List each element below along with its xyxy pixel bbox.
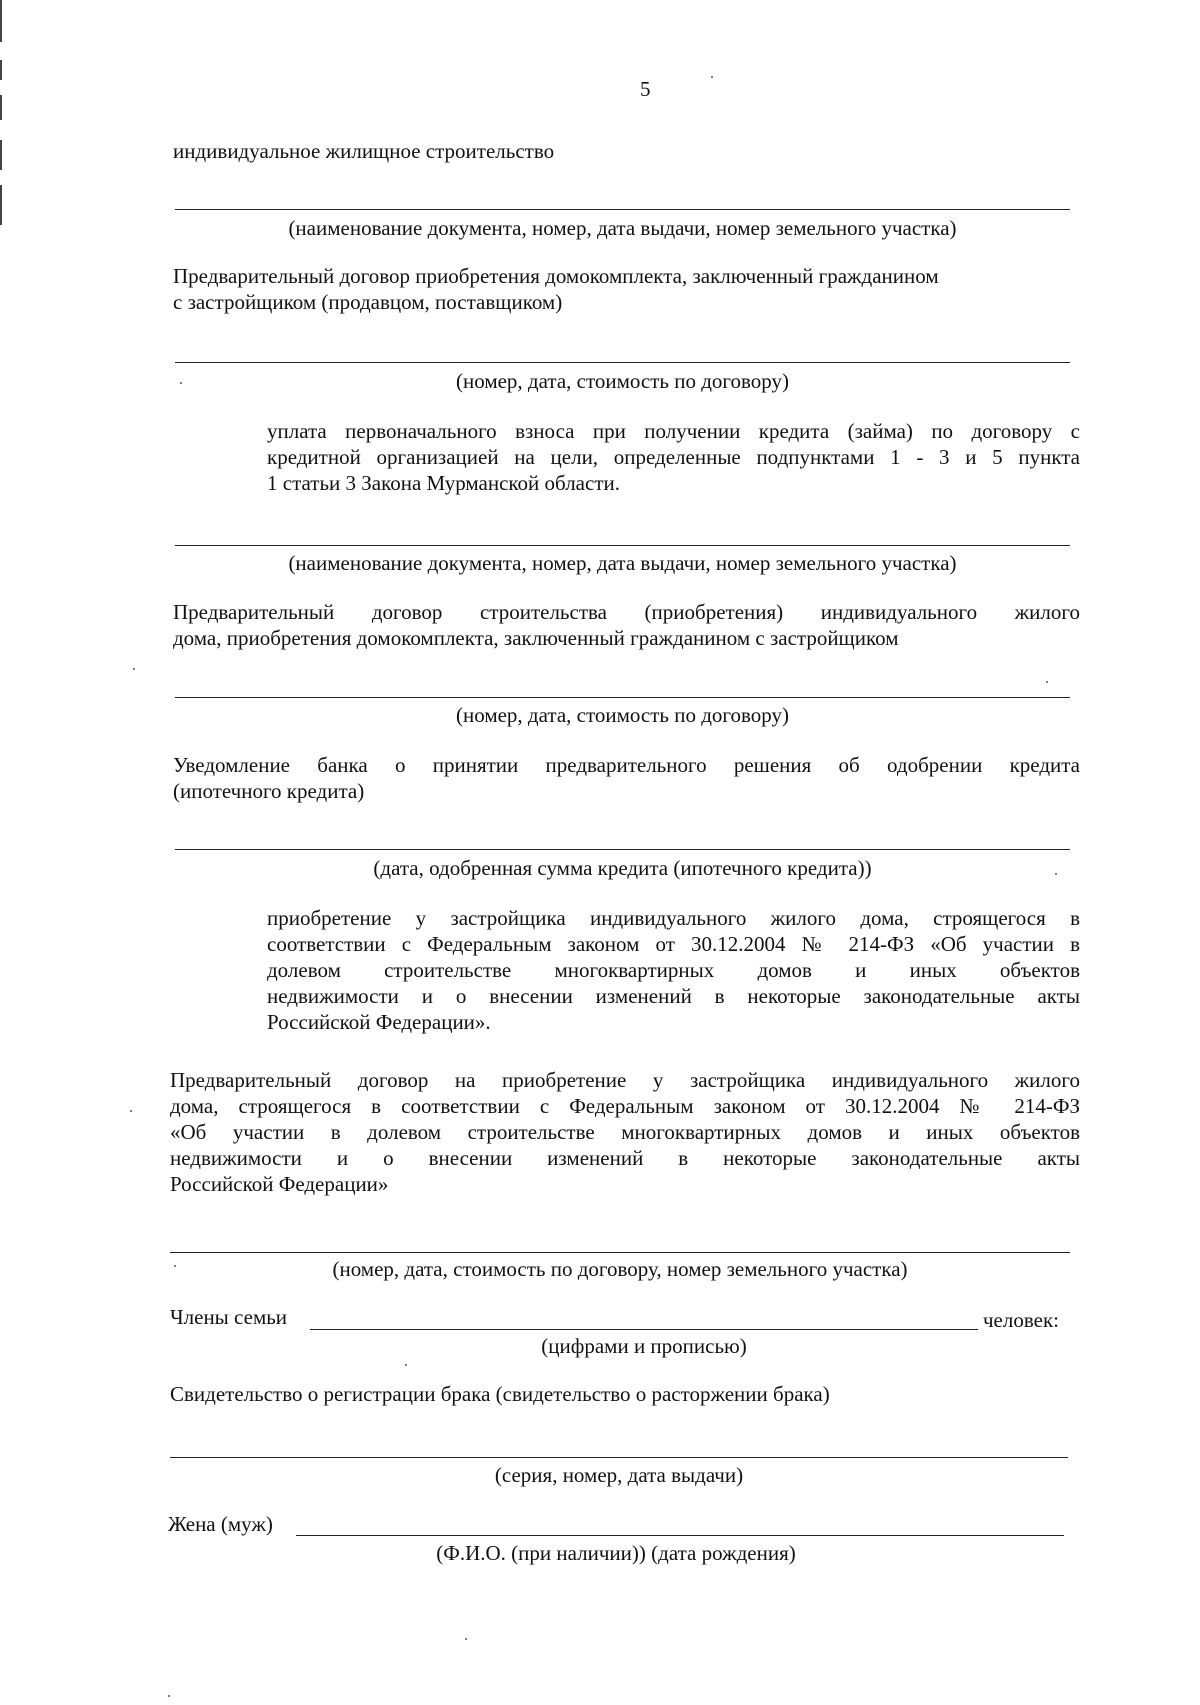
caption-document-2: (наименование документа, номер, дата выдачи, номер земельного участка) bbox=[288, 551, 957, 575]
caption-contract-3: (номер, дата, стоимость по договору, номер земельного участка) bbox=[332, 1257, 908, 1281]
spouse-label: Жена (муж) bbox=[168, 1512, 273, 1536]
scan-dust bbox=[465, 1638, 467, 1640]
paragraph-line: недвижимости и о внесении изменений в некоторые законодательные акты bbox=[170, 1146, 1080, 1170]
spouse-field[interactable] bbox=[296, 1535, 1064, 1536]
fill-line bbox=[175, 209, 1070, 210]
paragraph-block-4 bbox=[173, 752, 1080, 804]
fill-line bbox=[175, 545, 1070, 546]
fill-line bbox=[175, 697, 1070, 698]
fill-line bbox=[175, 849, 1070, 850]
paragraph-line: Предварительный договор строительства (приобретения) индивидуального жилого bbox=[173, 600, 1080, 624]
paragraph-line: Предварительный договор приобретения домокомплекта, заключенный гражданином bbox=[173, 264, 939, 288]
scan-dust bbox=[168, 1695, 170, 1697]
caption-contract-2: (номер, дата, стоимость по договору) bbox=[455, 703, 789, 727]
marriage-label: Свидетельство о регистрации брака (свидетельство о расторжении брака) bbox=[170, 1382, 830, 1406]
paragraph-line: долевом строительстве многоквартирных домов и иных объектов bbox=[267, 958, 1080, 982]
paragraph-line: дома, приобретения домокомплекта, заключенный гражданином с застройщиком bbox=[173, 626, 899, 650]
caption-family: (цифрами и прописью) bbox=[541, 1334, 747, 1358]
scan-dust bbox=[1055, 873, 1057, 875]
marriage-field[interactable] bbox=[170, 1457, 1068, 1458]
paragraph-block-1 bbox=[173, 263, 939, 315]
caption-spouse: (Ф.И.О. (при наличии)) (дата рождения) bbox=[436, 1541, 796, 1565]
scan-edge-mark bbox=[0, 185, 2, 225]
paragraph-line: «Об участии в долевом строительстве многоквартирных домов и иных объектов bbox=[170, 1120, 1080, 1144]
paragraph-line: кредитной организацией на цели, определенные подпунктами 1 - 3 и 5 пункта bbox=[267, 445, 1080, 469]
scan-dust bbox=[180, 382, 182, 384]
scan-dust bbox=[130, 1110, 132, 1112]
caption-credit: (дата, одобренная сумма кредита (ипотечного кредита)) bbox=[373, 856, 872, 880]
caption-marriage: (серия, номер, дата выдачи) bbox=[494, 1463, 744, 1487]
heading-line: индивидуальное жилищное строительство bbox=[173, 139, 555, 163]
family-count-field[interactable] bbox=[310, 1329, 978, 1330]
scan-dust bbox=[711, 76, 713, 78]
family-label: Члены семьи bbox=[170, 1305, 288, 1329]
scan-dust bbox=[174, 1265, 176, 1267]
page-number: 5 bbox=[640, 77, 651, 101]
scan-dust bbox=[133, 668, 135, 670]
paragraph-line: Предварительный договор на приобретение у застройщика индивидуального жилого bbox=[170, 1068, 1080, 1092]
scan-dust bbox=[405, 1364, 407, 1366]
fill-line bbox=[175, 362, 1070, 363]
paragraph-block-3 bbox=[173, 599, 1080, 651]
paragraph-line: 1 статьи 3 Закона Мурманской области. bbox=[267, 471, 620, 495]
paragraph-line: приобретение у застройщика индивидуального жилого дома, строящегося в bbox=[267, 906, 1080, 930]
paragraph-line: с застройщиком (продавцом, поставщиком) bbox=[173, 290, 563, 314]
paragraph-line: Уведомление банка о принятии предварительного решения об одобрении кредита bbox=[173, 753, 1080, 777]
scan-edge-mark bbox=[0, 0, 2, 42]
paragraph-line: соответствии с Федеральным законом от 30.12.2004 № 214-ФЗ «Об участии в bbox=[267, 932, 1080, 956]
paragraph-block-6 bbox=[170, 1067, 1080, 1197]
scan-edge-mark bbox=[0, 60, 2, 80]
scan-dust bbox=[1046, 681, 1048, 683]
paragraph-line: дома, строящегося в соответствии с Федеральным законом от 30.12.2004 № 214-ФЗ bbox=[170, 1094, 1080, 1118]
caption-contract-1: (номер, дата, стоимость по договору) bbox=[455, 369, 789, 393]
paragraph-line: уплата первоначального взноса при получении кредита (займа) по договору с bbox=[267, 419, 1080, 443]
caption-document-1: (наименование документа, номер, дата выдачи, номер земельного участка) bbox=[288, 216, 957, 240]
scan-edge-mark bbox=[0, 140, 2, 170]
paragraph-line: (ипотечного кредита) bbox=[173, 779, 365, 803]
paragraph-block-2 bbox=[267, 418, 1080, 496]
scan-edge-mark bbox=[0, 95, 2, 120]
paragraph-block-5 bbox=[267, 905, 1080, 1035]
paragraph-line: Российской Федерации». bbox=[267, 1010, 491, 1034]
fill-line bbox=[170, 1252, 1070, 1253]
family-suffix: человек: bbox=[983, 1308, 1060, 1332]
paragraph-line: Российской Федерации» bbox=[170, 1172, 389, 1196]
paragraph-line: недвижимости и о внесении изменений в некоторые законодательные акты bbox=[267, 984, 1080, 1008]
